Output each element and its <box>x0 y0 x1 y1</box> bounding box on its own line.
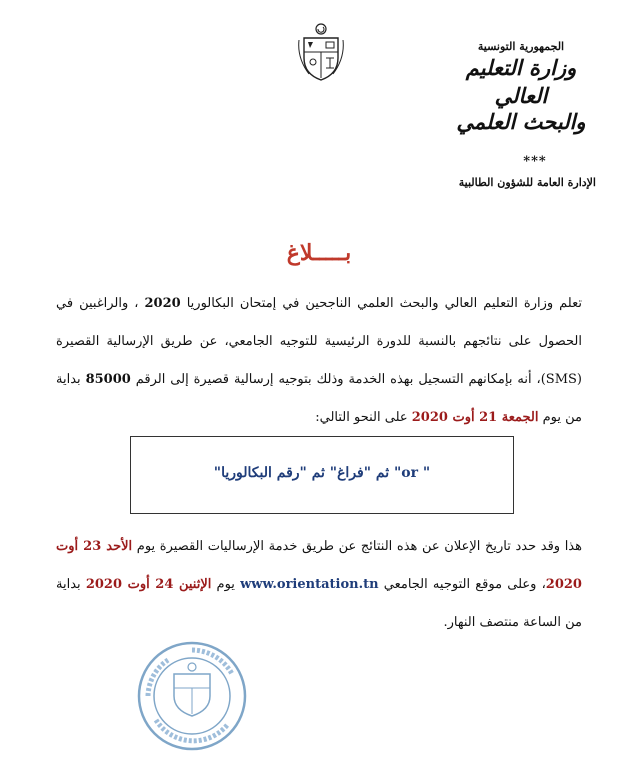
announcement-title: بـــــلاغ <box>286 240 352 266</box>
para2-text-2: ، وعلى موقع التوجيه الجامعي <box>378 577 546 592</box>
website-results-date: الإثنين 24 أوت 2020 <box>85 577 212 592</box>
start-date: الجمعة 21 أوت 2020 <box>411 410 539 425</box>
year-2020: 2020 <box>144 296 181 311</box>
official-stamp-icon <box>136 640 248 752</box>
para2-text-1: هذا وقد حدد تاريخ الإعلان عن هذه النتائج عن طريق خدمة الإرساليات القصيرة يوم <box>132 539 582 554</box>
ministry-header <box>446 40 596 134</box>
ministry-name-line1: وزارة التعليم العالي <box>465 55 577 108</box>
announcement-paragraph-1 <box>56 285 582 437</box>
coat-of-arms-icon <box>298 22 344 84</box>
sms-format-box <box>130 436 514 514</box>
para1-text-3: بداية من يوم <box>56 372 582 425</box>
directorate-name: الإدارة العامة للشؤون الطالبية <box>458 176 596 189</box>
republic-name: الجمهورية التونسية <box>477 40 565 53</box>
website-link[interactable]: www.orientation.tn <box>240 577 379 592</box>
ministry-name-line2: والبحث العلمي <box>456 109 586 134</box>
separator-stars: *** <box>523 154 547 169</box>
para2-text-4: بداية من الساعة منتصف النهار. <box>56 577 582 630</box>
announcement-paragraph-2 <box>56 528 582 642</box>
para1-text-4: على النحو التالي: <box>315 410 412 425</box>
sms-number: 85000 <box>85 372 131 387</box>
para1-text-1: تعلم وزارة التعليم العالي والبحث العلمي الناجحين في إمتحان البكالوريا <box>180 296 583 311</box>
sms-results-date: الأحد 23 أوت 2020 <box>56 539 582 592</box>
sms-format-text: " or" ثم "فراغ" ثم "رقم البكالوريا" <box>213 465 431 481</box>
para1-text-2: ، والراغبين في الحصول على نتائجهم بالنسبة للدورة الرئيسية للتوجيه الجامعي، عن طريق الإرسالية القصيرة (SMS)، أنه بإمكانهم التسجيل بهذه الخدمة وذلك بتوجيه إرسالية قصيرة إلى الرقم <box>56 296 582 387</box>
para2-text-3: يوم <box>211 577 241 592</box>
